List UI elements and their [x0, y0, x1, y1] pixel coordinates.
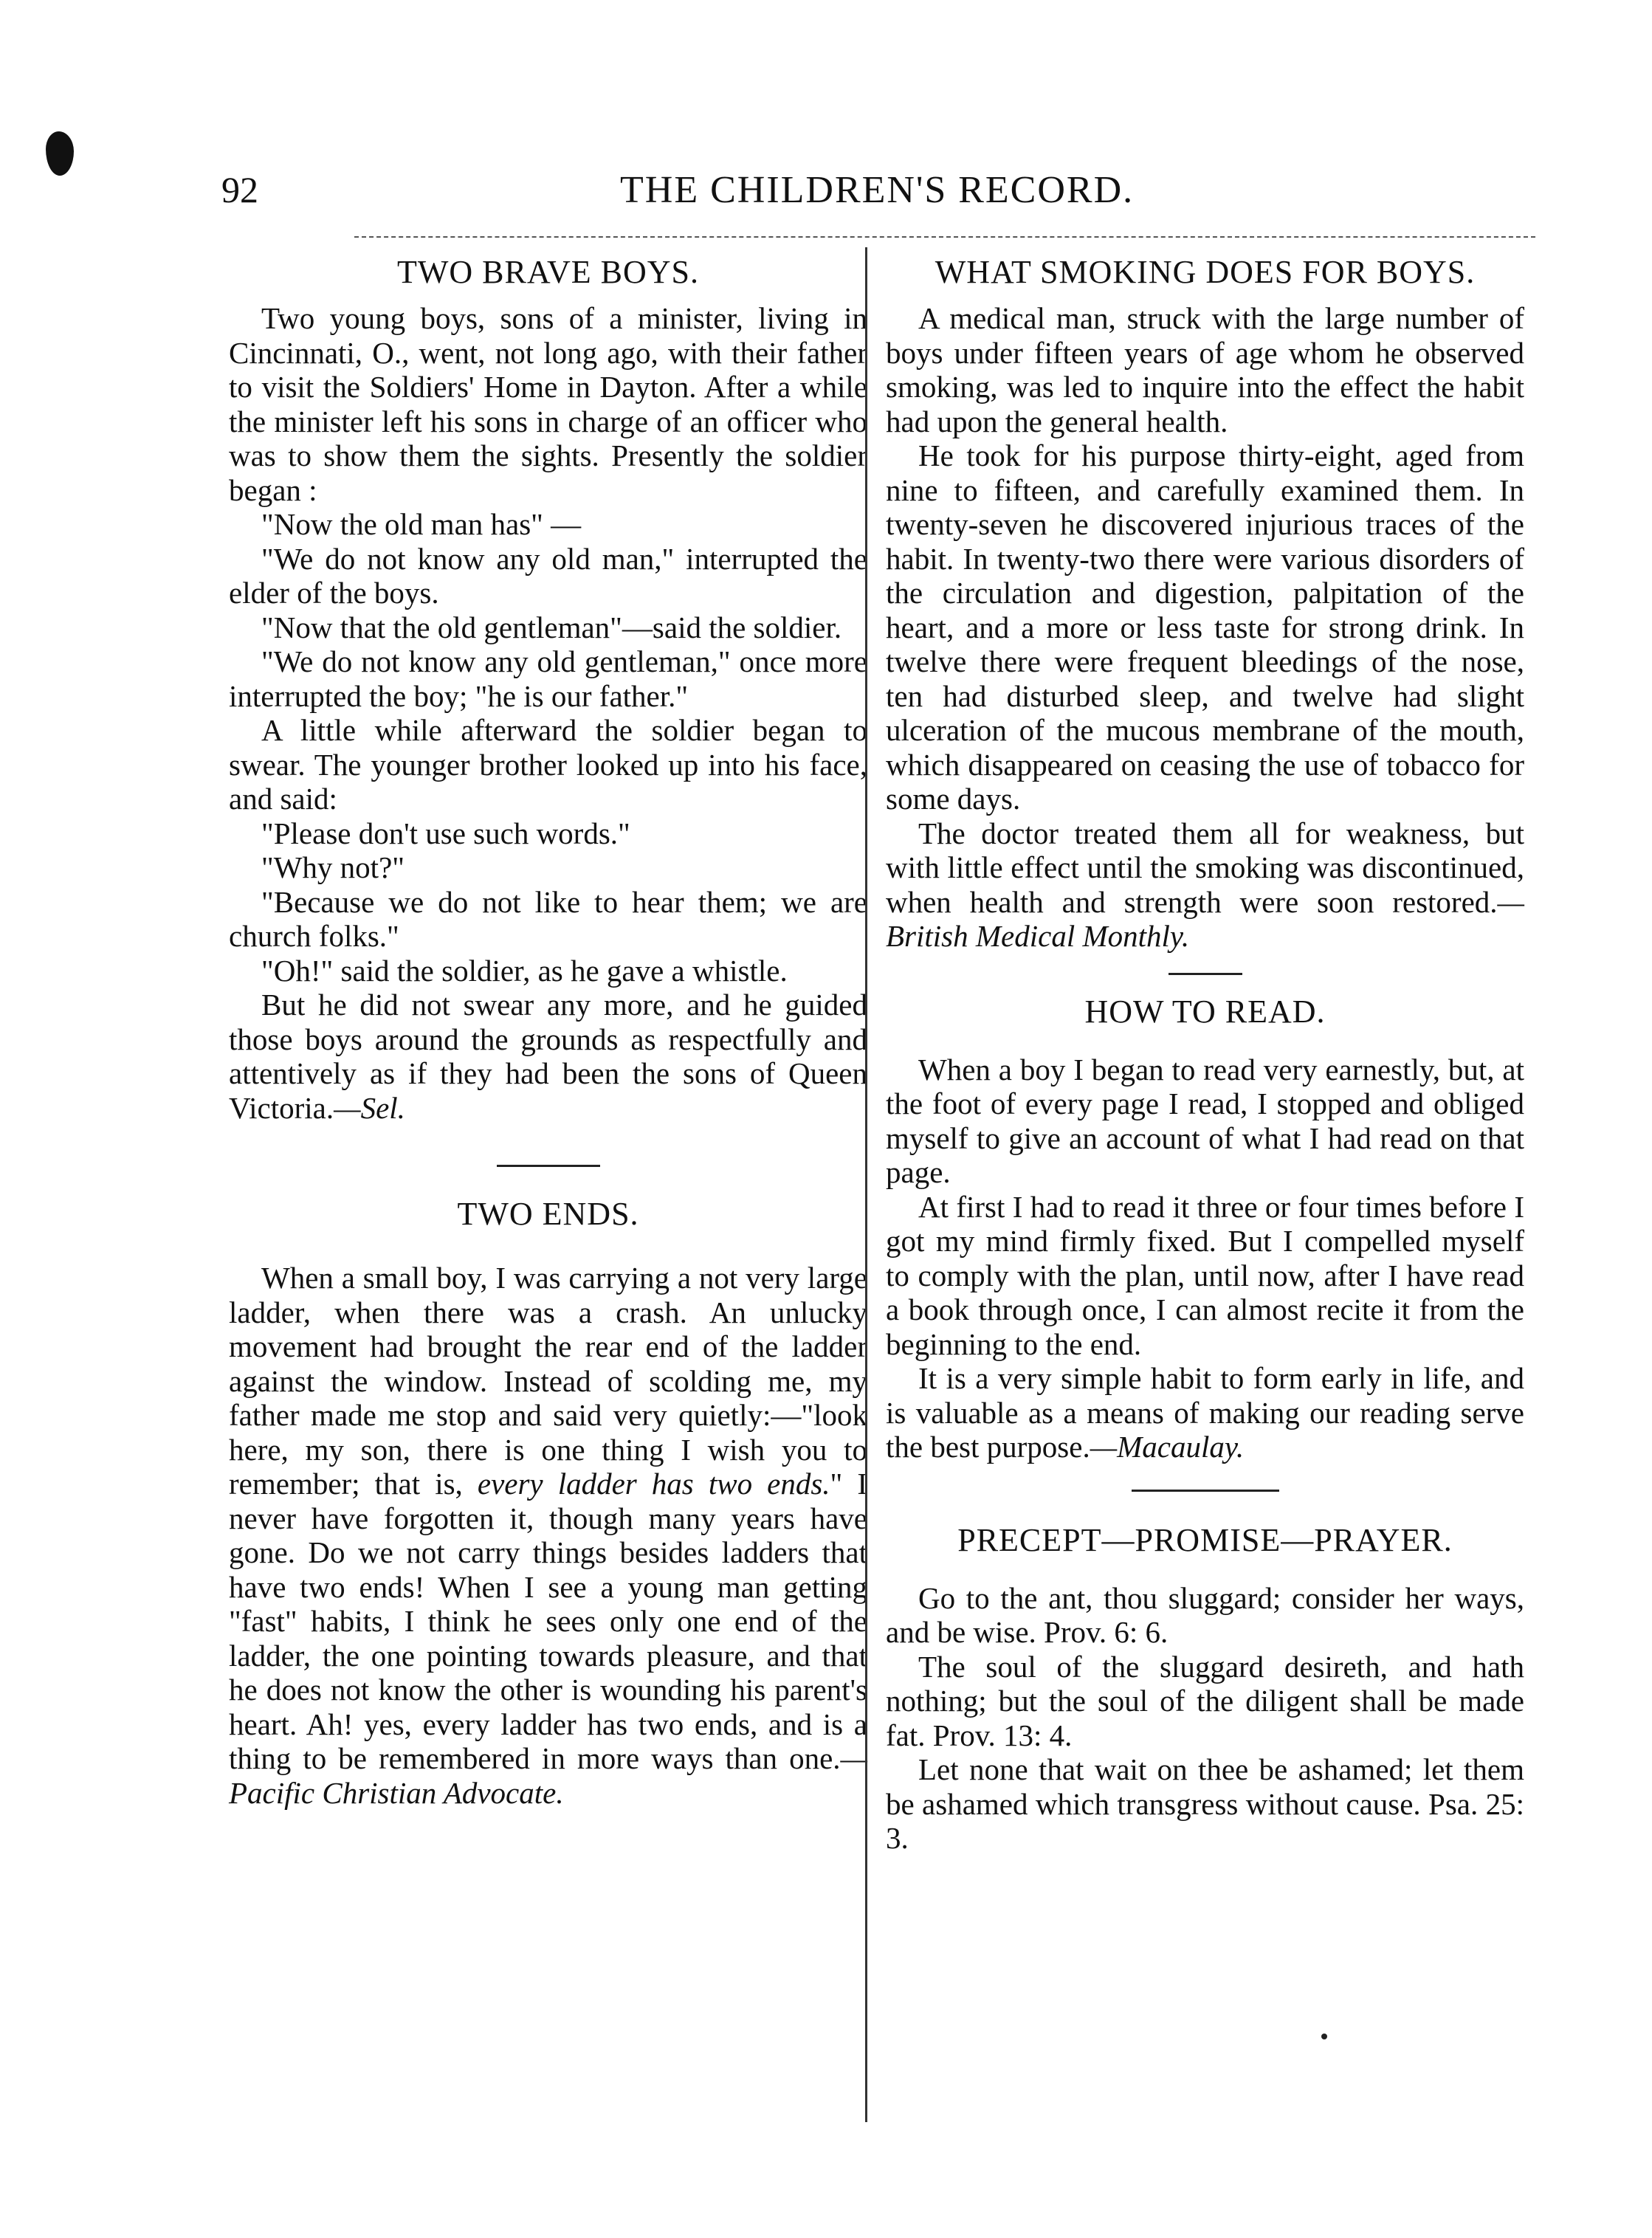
paragraph: When a boy I began to read very earnestly, but, at the foot of every page I read, I stopped and obliged myself to give an account of what I had read on that page. [886, 1052, 1524, 1189]
paragraph: Let none that wait on thee be ashamed; let them be ashamed which transgress without cause. Psa. 25: 3. [886, 1752, 1524, 1855]
source-attribution: —Pacific Christian Advocate. [229, 1741, 867, 1810]
paragraph: "Now the old man has" — [261, 507, 582, 541]
source-attribution: —Sel. [334, 1090, 405, 1125]
paragraph [886, 1361, 1524, 1464]
running-title: THE CHILDREN'S RECORD. [620, 169, 1135, 211]
article-title-how-to-read: HOW TO READ. [1084, 993, 1326, 1030]
stray-mark [1321, 2034, 1327, 2039]
ink-blot [46, 131, 74, 176]
source-attribution: —British Medical Monthly. [886, 884, 1524, 953]
paragraph: Two young boys, sons of a minister, living in Cincinnati, O., went, not long ago, with their father to visit the Soldiers' Home in Dayton. After a while the minister left his sons in charge of an officer who was to show them the sights. Presently the soldier began : [229, 301, 867, 507]
paragraph-text: The doctor treated them all for weakness, but with little effect until the smoking was discontinued, when health and strength were soon restored. [886, 816, 1524, 919]
paragraph: "Because we do not like to hear them; we are church folks." [229, 884, 867, 953]
paragraph: "Oh!" said the soldier, as he gave a whistle. [261, 953, 788, 988]
section-rule [1169, 973, 1242, 975]
article-title-precept-promise-prayer: PRECEPT—PROMISE—PRAYER. [957, 1521, 1453, 1558]
page-number: 92 [221, 169, 258, 210]
paragraph: "We do not know any old man," interrupted the elder of the boys. [229, 541, 867, 610]
right-column [886, 247, 1524, 1856]
article-title-what-smoking-does: WHAT SMOKING DOES FOR BOYS. [935, 254, 1476, 290]
paragraph: He took for his purpose thirty-eight, aged from nine to fifteen, and carefully examined them. In twenty-seven he discovered injurious traces of the habit. In twenty-two there were various disorders of the circulation and digestion, palpitation of the heart, and a more or less taste for strong drink. In twelve there were frequent bleedings of the nose, ten had disturbed sleep, and twelve had slight ulceration of the mucous membrane of the mouth, which disappeared on ceasing the use of tobacco for some days. [886, 438, 1524, 816]
article-title-two-brave-boys: TWO BRAVE BOYS. [396, 254, 699, 290]
paragraph: "Please don't use such words." [261, 816, 630, 850]
paragraph-text: " I never have forgotten it, though many years have gone. Do we not carry things besides ladders that have two ends! When I see a young man getting "fast" habits, I think he sees only one end of the ladder, the one pointing towards pleasure, and that he does not know the other is wounding his parent's heart. Ah! yes, every ladder has two ends, and is a thing to be remembered in more ways than one. [229, 1467, 868, 1775]
header-rule [354, 236, 1535, 238]
paragraph: A little while afterward the soldier began to swear. The younger brother looked up into his face, and said: [229, 713, 867, 816]
page-header [221, 168, 1521, 235]
left-column [229, 247, 867, 1810]
column-divider [865, 247, 867, 2122]
article-title-two-ends: TWO ENDS. [457, 1196, 639, 1232]
paragraph: Go to the ant, thou sluggard; consider her ways, and be wise. Prov. 6: 6. [886, 1580, 1524, 1649]
paragraph [229, 988, 867, 1125]
paragraph [229, 1261, 867, 1810]
paragraph-text: It is a very simple habit to form early in life, and is valuable as a means of making our reading serve the best purpose. [886, 1361, 1524, 1464]
paragraph: "Now that the old gentleman"—said the soldier. [261, 610, 842, 644]
section-rule [497, 1165, 600, 1167]
source-attribution: —Macaulay. [1090, 1430, 1245, 1464]
paragraph: At first I had to read it three or four times before I got my mind firmly fixed. But I compelled myself to comply with the plan, until now, after I have read a book through once, I can almost recite it from the beginning to the end. [886, 1189, 1524, 1361]
paragraph: The soul of the sluggard desireth, and hath nothing; but the soul of the diligent shall be made fat. Prov. 13: 4. [886, 1649, 1524, 1752]
paragraph: A medical man, struck with the large number of boys under fifteen years of age whom he observed smoking, was led to inquire into the effect the habit had upon the general health. [886, 301, 1524, 438]
paragraph: "Why not?" [261, 850, 405, 884]
emphasis-text: every ladder has two ends. [477, 1467, 830, 1501]
paragraph [886, 816, 1524, 954]
paragraph-text: But he did not swear any more, and he guided those boys around the grounds as respectfully and attentively as if they had been the sons of Queen Victoria. [229, 988, 867, 1125]
section-rule [1132, 1490, 1279, 1492]
paragraph-text: When a small boy, I was carrying a not very large ladder, when there was a crash. An unlucky movement had brought the rear end of the ladder against the window. Instead of scolding me, my father made me stop and said very quietly:—"look here, my son, there is one thing I wish you to remember; that is, [229, 1261, 867, 1501]
paragraph: "We do not know any old gentleman," once more interrupted the boy; "he is our father." [229, 644, 867, 713]
